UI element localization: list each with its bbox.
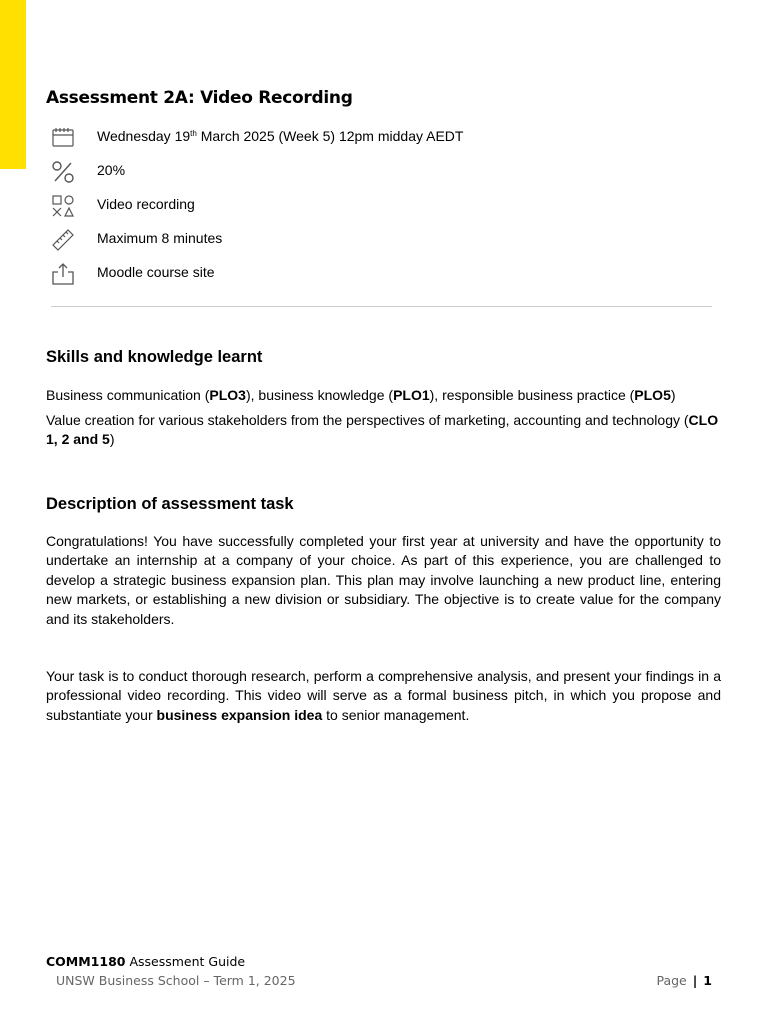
detail-submission — [50, 261, 730, 295]
percent-icon — [50, 159, 76, 185]
description-paragraph-2 — [46, 667, 721, 725]
upload-icon — [50, 261, 76, 287]
detail-length — [50, 227, 730, 261]
text-run: ), responsible business practice ( — [429, 387, 635, 403]
bold-text: PLO1 — [393, 387, 430, 403]
skills-plo-line — [46, 386, 721, 405]
bold-text: CLO 1, 2 and 5 — [46, 412, 719, 448]
detail-text: Maximum 8 minutes — [97, 230, 223, 246]
footer-school: UNSW Business School – Term 1, 2025 — [56, 973, 296, 988]
assessment-details — [50, 125, 730, 295]
text-run: Your task is to conduct thorough research, perform a comprehensive analysis, and present your findings in a professional video recording. This video will serve as a formal business pitch, in which you propose and substantiate your — [46, 668, 721, 723]
description-heading: Description of assessment task — [46, 495, 294, 513]
detail-text: Moodle course site — [97, 264, 215, 280]
detail-weighting — [50, 159, 730, 193]
skills-heading: Skills and knowledge learnt — [46, 348, 263, 366]
text-run: ) — [109, 431, 115, 448]
calendar-icon — [50, 125, 76, 151]
footer-course: COMM1180 Assessment Guide — [46, 954, 246, 969]
text-run: ), business knowledge ( — [245, 387, 394, 403]
bold-text: PLO5 — [634, 387, 671, 403]
skills-clo-line — [46, 411, 721, 450]
footer-page-number: Page | 1 — [656, 973, 712, 988]
page-title: Assessment 2A: Video Recording — [46, 88, 353, 108]
text-run: Business communication ( — [46, 387, 210, 403]
detail-text: 20% — [97, 162, 126, 178]
section-divider — [51, 306, 712, 307]
text-run: ) — [670, 387, 676, 403]
bold-text: PLO3 — [209, 387, 246, 403]
detail-text: Video recording — [97, 196, 195, 212]
shapes-icon — [50, 193, 76, 219]
detail-format — [50, 193, 730, 227]
detail-due-date — [50, 125, 730, 159]
detail-text: Wednesday 19th March 2025 (Week 5) 12pm midday AEDT — [97, 128, 464, 144]
ruler-icon — [50, 227, 76, 253]
description-paragraph-1 — [46, 532, 721, 629]
text-run: to senior management. — [322, 706, 470, 723]
text-run: Congratulations! You have successfully completed your first year at university and have the opportunity to undertake an internship at a company of your choice. As part of this experience, you are challenged to develop a strategic business expansion plan. This plan may involve launching a new product line, entering new markets, or establishing a new division or subsidiary. The objective is to create value for the company and its stakeholders. — [46, 533, 721, 627]
bold-text: business expansion idea — [156, 706, 323, 723]
text-run: Value creation for various stakeholders from the perspectives of marketing, accounting and technology ( — [46, 412, 689, 428]
accent-bar — [0, 0, 26, 169]
